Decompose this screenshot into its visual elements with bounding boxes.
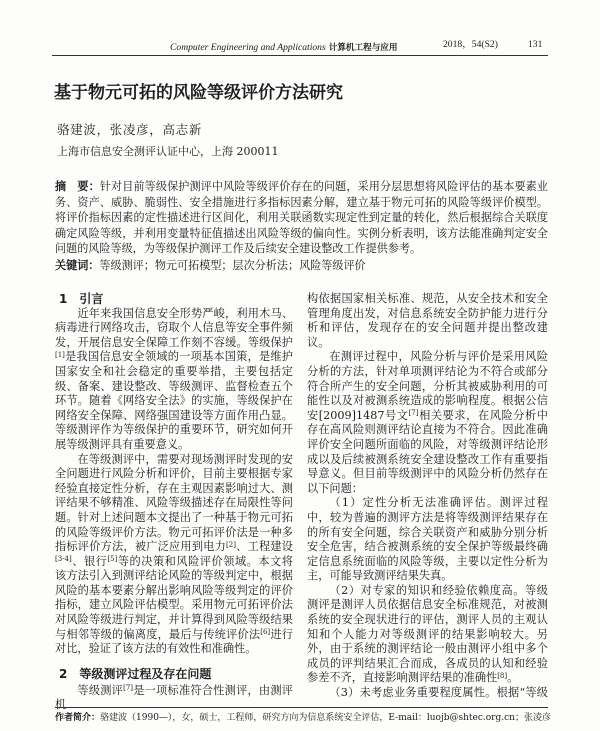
- issue-info: 2018，54(S2): [443, 39, 498, 50]
- right-column: [307, 292, 548, 704]
- paragraph-text: 进行对比，验证了该方法的有效性和准确性。: [55, 627, 293, 656]
- paragraph-text: 近年来我国信息安全形势严峻，利用木马、病毒进行网络攻击，窃取个人信息等安全事件频发，开展信息安全保障工作刻不容缓。等级保护: [55, 306, 293, 349]
- keywords-label: 关键词：: [55, 259, 100, 272]
- author-bio-text: 骆建波（1990—），女，硕士，工程师，研究方向为信息系统安全评估，E-mail：luojb@shtec.org.cn；张凌彦: [100, 713, 551, 723]
- body-paragraph: [55, 307, 293, 453]
- citation-marker: [1]: [55, 350, 65, 359]
- paragraph-text: 相关要求，在风险分析中存在高风险则测评结论直接为不符合。因此准确评价安全问题所面临的风险，对等级测评结论形成以及后续被测系统安全建设整改工作有重要指导意义。但目前等级测评中的风险分析仍然存在以下问题：: [307, 408, 548, 495]
- author-list: 骆建波，张凌彦，高志新: [57, 122, 203, 137]
- running-header-journal: [170, 38, 397, 55]
- citation-marker: [6]: [260, 628, 271, 637]
- paragraph-text: 在测评过程中，风险分析与评价是采用风险分析的方法，针对单项测评结论为不符合或部分符合所产生的安全问题，分析其被威胁利用的可能性以及对被测系统造成的影响程度。根据公信安[2009]1487号文: [307, 350, 548, 422]
- paper-title: 基于物元可拓的风险等级评价方法研究: [54, 83, 343, 103]
- citation-marker: [7]: [123, 684, 134, 693]
- body-paragraph: [55, 684, 293, 713]
- paragraph-text: 是我国信息安全领域的一项基本国策，是维护国家安全和社会稳定的重要举措，主要包括定级、备案、建设整改、等级测评、监督检查五个环节。随着《网络安全法》的实施，等级保护在网络安全保障、网络强国建设等方面作用凸显。等级测评作为等级保护的重要环节，研究如何开展等级测评具有重要意义。: [55, 350, 293, 451]
- keywords: [55, 258, 548, 274]
- page-number: 131: [528, 39, 543, 50]
- journal-name-cn: 计算机工程与应用: [328, 43, 398, 53]
- section-heading: 2 等级测评过程及存在问题: [59, 666, 212, 681]
- body-paragraph: [307, 584, 548, 686]
- paragraph-text: 、工程建设: [235, 540, 293, 554]
- keywords-text: 等级测评；物元可拓模型；层次分析法；风险等级评价: [99, 259, 366, 272]
- header-rule: [52, 55, 548, 56]
- paragraph-text: 。: [507, 671, 519, 685]
- citation-marker: [5]: [107, 555, 118, 564]
- footer-rule: [55, 707, 548, 708]
- abstract-text: 针对目前等级保护测评中风险等级评价存在的问题，采用分层思想将风险评估的基本要素业务、资产、威胁、脆弱性、安全措施进行多指标因素分解，建立基于物元可拓的风险等级评价模型。将评价指标因素的定性描述进行区间化，利用关联函数实现定性到定量的转化，然后根据综合关联度确定风险等级，并利用变量特征值描述出风险等级的偏向性。实例分析表明，该方法能准确判定安全问题的风险等级，为等级保护测评工作及后续安全建设整改工作提供参考。: [55, 180, 548, 256]
- section-heading: 1 引言: [59, 292, 104, 306]
- body-paragraph: [307, 292, 548, 350]
- citation-marker: [8]: [497, 671, 508, 680]
- paragraph-text: 等级测评: [77, 683, 124, 697]
- body-paragraph: [307, 350, 548, 496]
- abstract-label: 摘 要：: [55, 180, 100, 193]
- paragraph-text: 构依据国家相关标准、规范，从安全技术和安全管理角度出发，对信息系统安全防护能力进行分析和评估，发现存在的安全问题并提出整改建议。: [307, 292, 548, 349]
- body-paragraph: [55, 453, 293, 657]
- paragraph-text: 等的决策和风险评价领域。本文将该方法引入到测评结论风险的等级判定中，根据风险的基本要素分解出影响风险等级判定的评价指标，建立风险评估模型。采用物元可拓评价法对风险等级进行判定，并计算得到风险等级结果与相邻等级的偏离度，最后与传统评价法: [55, 554, 293, 641]
- body-paragraph: [307, 496, 548, 584]
- paragraph-text: （1）定性分析无法准确评估。测评过程中，较为普遍的测评方法是将等级测评结果存在的所有安全问题，综合关联资产和威胁分别分析安全危害，结合被测系统的安全保护等级最终确定信息系统面临的风险等级，主要以定性分析为主，可能导致测评结果失真。: [307, 496, 548, 583]
- citation-marker: [3-4]: [55, 555, 72, 564]
- abstract: [55, 179, 548, 257]
- paragraph-text: （2）对专家的知识和经验依赖度高。等级测评是测评人员依据信息安全标准规范，对被测系统的安全现状进行的评估，测评人员的主观认知和个人能力对等级测评的结果影响较大。另外，由于系统的测评结论一般由测评小组中多个成员的评判结果汇合而成，各成员的认知和经验参差不齐，直接影响测评结果的准确性: [307, 583, 548, 685]
- paragraph-text: 是一项标准符合性测评，由测评机: [55, 683, 293, 712]
- author-bio-label: 作者简介：: [55, 713, 101, 723]
- citation-marker: [7]: [408, 409, 419, 418]
- body-paragraph: [307, 686, 548, 701]
- author-bio: [55, 712, 551, 725]
- paragraph-text: （3）未考虑业务重要程度属性。根据“等级: [329, 686, 548, 700]
- paragraph-text: 、银行: [71, 554, 108, 568]
- author-affiliation: 上海市信息安全测评认证中心，上海 200011: [57, 145, 279, 158]
- left-column: [55, 292, 293, 712]
- citation-marker: [2]: [226, 540, 236, 549]
- journal-name-en: Computer Engineering and Applications: [170, 42, 326, 53]
- paragraph-text: 在等级测评中，需要对现场测评时发现的安全问题进行风险分析和评价，目前主要根据专家经验直接定性分析，存在主观因素影响过大、测评结果不够精准、风险等级描述存在局限性等问题。针对上述问题本文提出了一种基于物元可拓的风险等级评价方法。物元可拓评价法是一种多指标评价方法，被广泛应用到电力: [55, 452, 293, 554]
